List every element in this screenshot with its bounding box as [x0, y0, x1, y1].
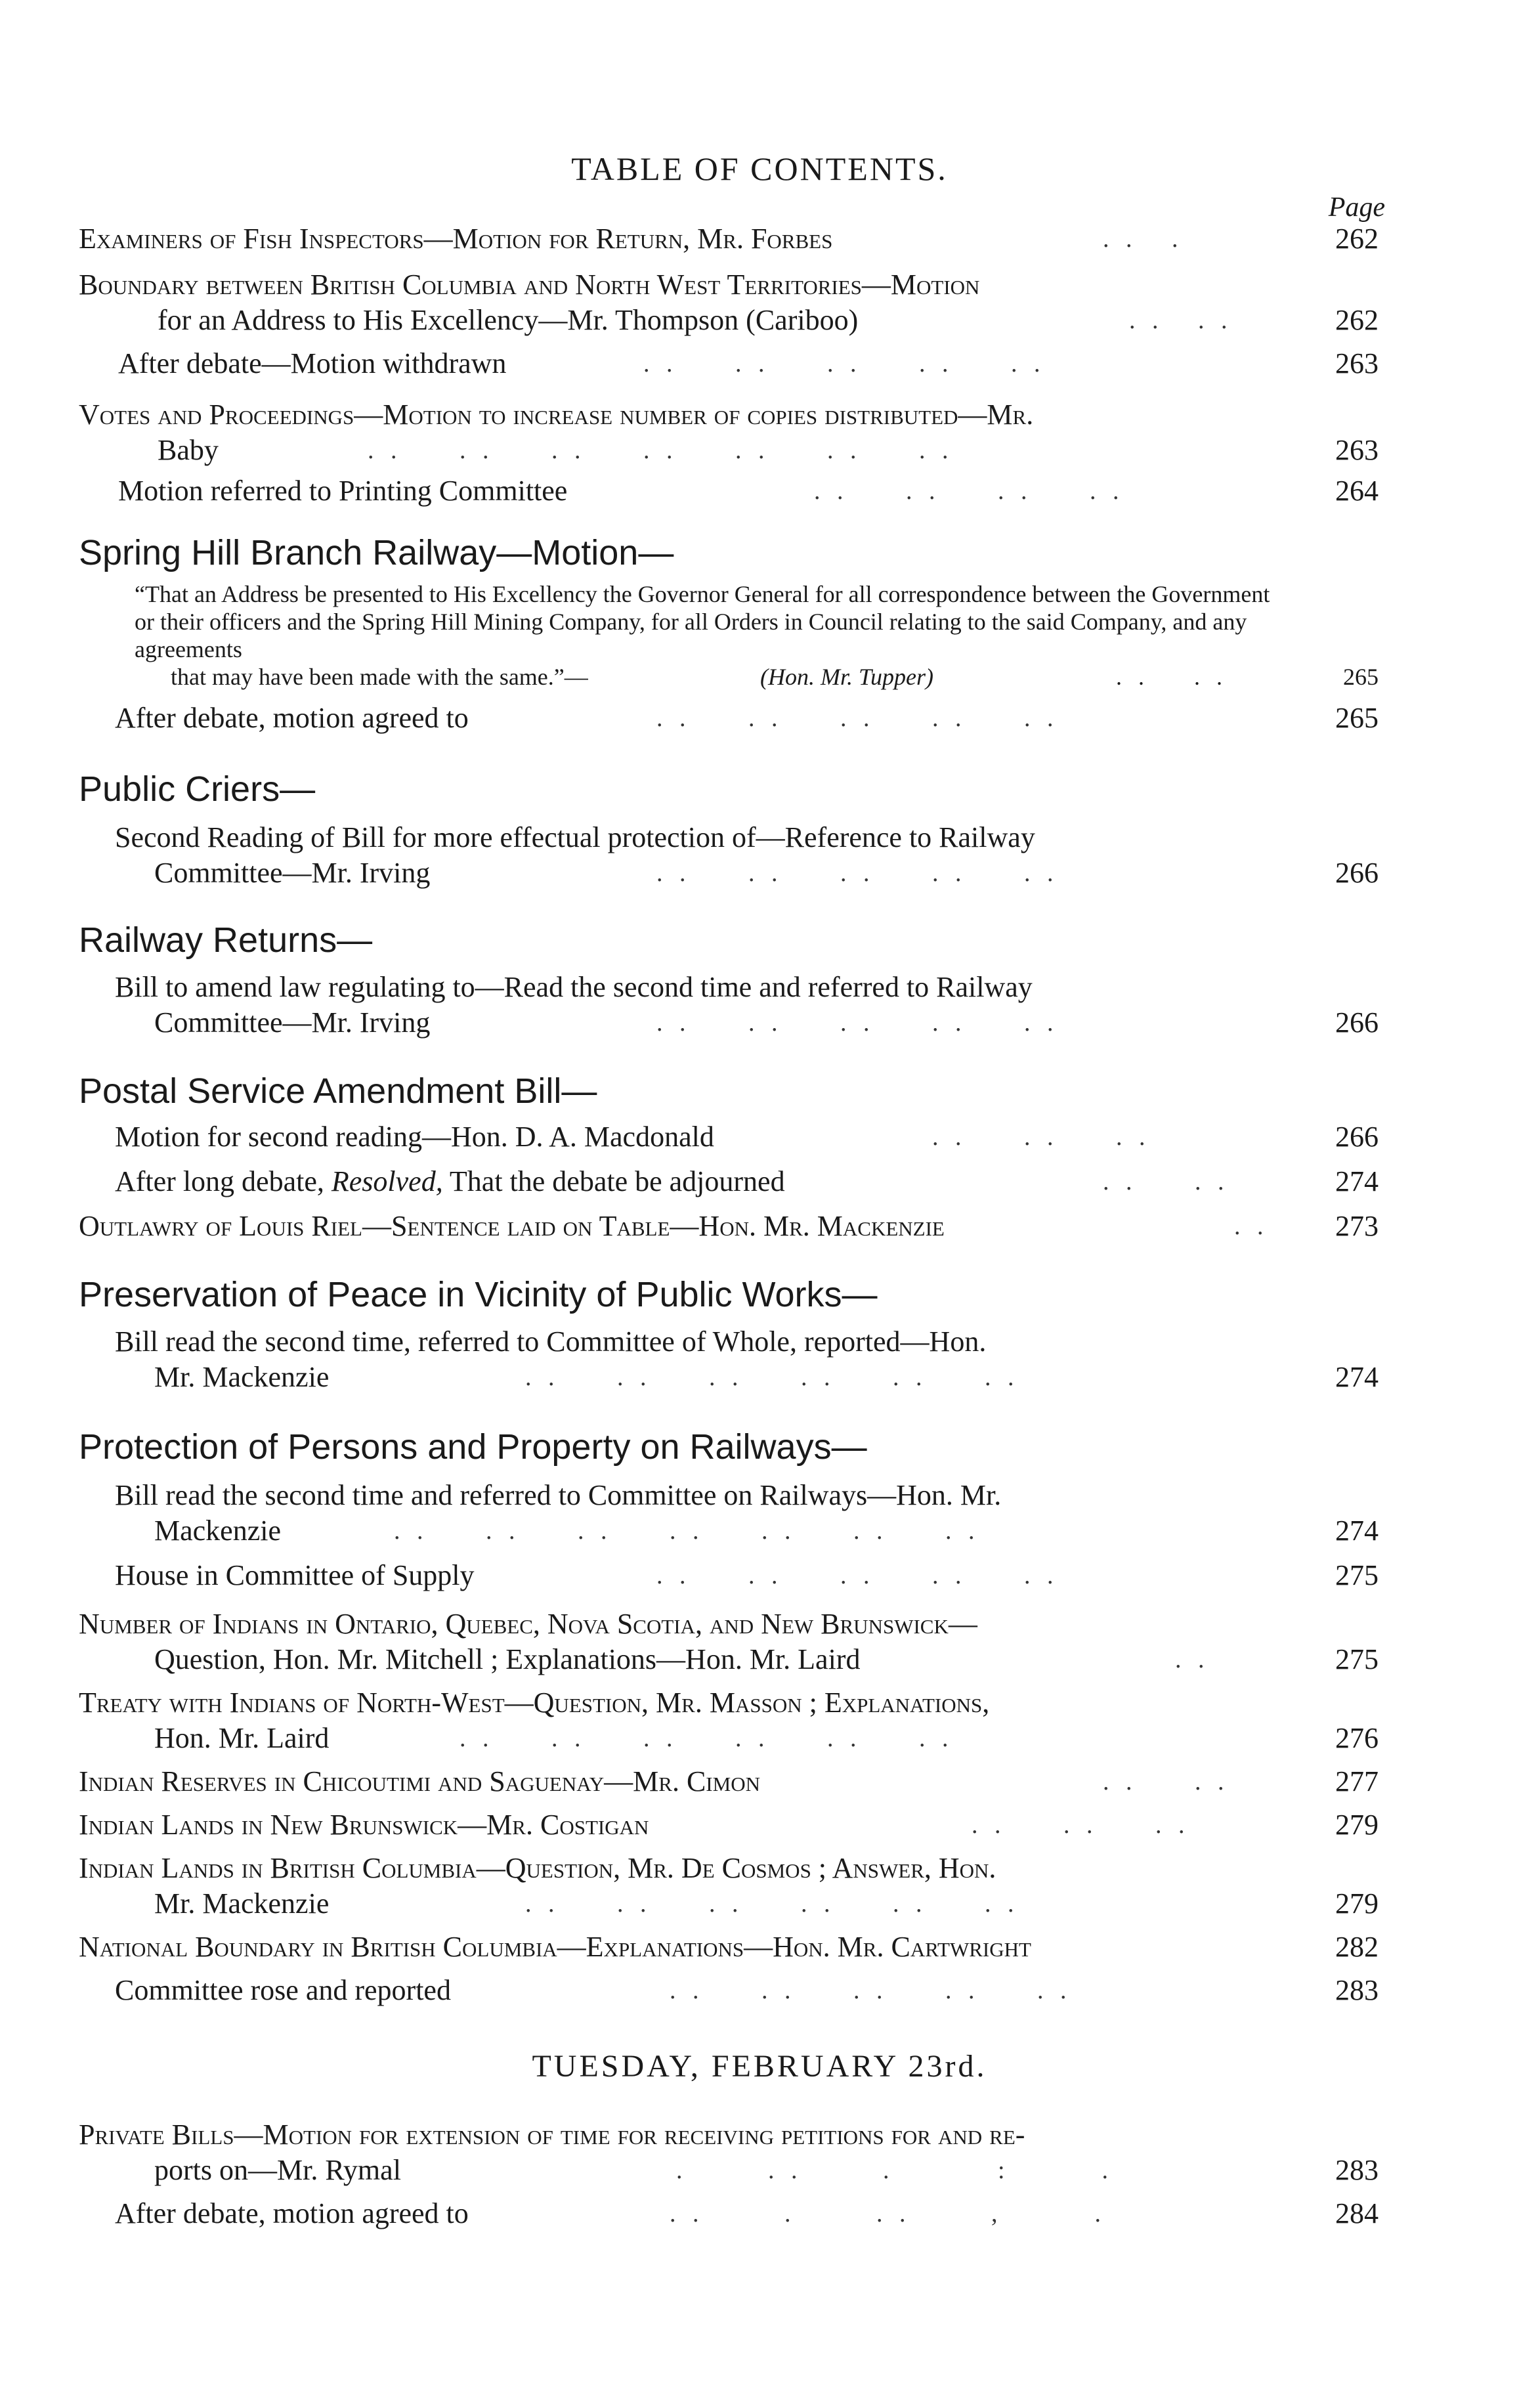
leader-dots: . . . . . . . . . . . . . . [368, 437, 954, 464]
toc-entry: Indian Lands in New Brunswick—Mr. Costigan . . . . . . 279 [0, 1807, 1519, 1843]
page-number: 266 [1335, 1006, 1379, 1039]
page-number: 274 [1335, 1165, 1379, 1197]
toc-entry-continuation: ports on—Mr. Rymal . . . . : . 283 [0, 2152, 1519, 2189]
page-column-header: Page [1328, 192, 1385, 223]
toc-entry: Private Bills—Motion for extension of time for receiving petitions for and re- [79, 2118, 1025, 2151]
toc-entry: Indian Lands in British Columbia—Question, Mr. De Cosmos ; Answer, Hon. [79, 1852, 996, 1884]
toc-entry: Second Reading of Bill for more effectual protection of—Reference to Railway [115, 821, 1035, 853]
page-number: 277 [1335, 1765, 1379, 1797]
page-number: 274 [1335, 1361, 1379, 1393]
toc-entry: Examiners of Fish Inspectors—Motion for Return, Mr. Forbes . . . 262 [0, 221, 1519, 257]
page-number: 282 [1335, 1931, 1379, 1963]
page-number: 284 [1335, 2197, 1379, 2229]
toc-entry-continuation: Baby . . . . . . . . . . . . . . 263 [0, 432, 1519, 469]
page-number: 275 [1335, 1643, 1379, 1675]
page-number: 263 [1335, 434, 1379, 466]
page-number: 263 [1335, 347, 1379, 379]
quoted-motion-end: that may have been made with the same.”— (Hon. Mr. Tupper) . . . . 265 [171, 664, 1379, 690]
leader-dots: . . . . . . . . . . . . [525, 1890, 1019, 1918]
leader-dots: . . . . [1129, 307, 1233, 334]
toc-entry-continuation: Committee—Mr. Irving . . . . . . . . . . 266 [0, 855, 1519, 892]
toc-entry-continuation: Question, Hon. Mr. Mitchell ; Explanations—Hon. Mr. Laird . . 275 [0, 1641, 1519, 1678]
page-number: 266 [1335, 1121, 1379, 1153]
section-heading-railway-returns: Railway Returns— [79, 920, 373, 960]
page-number: 276 [1335, 1722, 1379, 1754]
page-number: 262 [1335, 304, 1379, 336]
toc-entry-continuation: for an Address to His Excellency—Mr. Thompson (Cariboo) . . . . 262 [0, 302, 1519, 339]
page-number: 265 [1343, 664, 1379, 690]
leader-dots: . . . . . . . . . . [656, 859, 1059, 887]
toc-entry: Votes and Proceedings—Motion to increase number of copies distributed—Mr. [79, 398, 1034, 431]
leader-dots: . . . [1103, 225, 1184, 253]
section-heading-public-criers: Public Criers— [79, 769, 316, 809]
leader-dots: . . . . . . . . . . [670, 1977, 1072, 2004]
quote-attribution: (Hon. Mr. Tupper) [760, 664, 934, 690]
page-number: 275 [1335, 1559, 1379, 1591]
page-number: 283 [1335, 1974, 1379, 2006]
leader-dots: . . . . [1103, 1768, 1230, 1795]
toc-entry: After debate, motion agreed to . . . . . . . . . . 265 [0, 700, 1519, 737]
page-number: 283 [1335, 2154, 1379, 2186]
leader-dots: . . [1234, 1213, 1269, 1240]
leader-dots: . . . . . . [932, 1123, 1151, 1151]
page-number: 279 [1335, 1809, 1379, 1841]
quoted-motion: “That an Address be presented to His Excellency the Governor General for all correspondence between the Government or their officers and the Spring Hill Mining Company, for all Orders in Council relating to the said Company, and any agreements [135, 581, 1270, 662]
leader-dots: . . . . . . . . . . [656, 1009, 1059, 1037]
toc-entry: Indian Reserves in Chicoutimi and Saguenay—Mr. Cimon . . . . 277 [0, 1763, 1519, 1800]
page-number: 264 [1335, 475, 1379, 507]
toc-entry-continuation: Mr. Mackenzie . . . . . . . . . . . . 279 [0, 1885, 1519, 1922]
leader-dots: . . . . . . . . [814, 477, 1124, 505]
leader-dots: . . . . . . . . . . [656, 1562, 1059, 1589]
toc-entry-continuation: Mackenzie . . . . . . . . . . . . . . 274 [0, 1513, 1519, 1549]
toc-entry: Boundary between British Columbia and North West Territories—Motion [79, 269, 980, 301]
leader-dots: . . [1175, 1646, 1210, 1673]
toc-entry: Motion referred to Printing Committee . . . . . . . . 264 [0, 473, 1519, 509]
leader-dots: . . . . [1116, 664, 1228, 690]
toc-entry: Bill read the second time and referred to Committee on Railways—Hon. Mr. [115, 1479, 1002, 1511]
page-number: 265 [1335, 702, 1379, 734]
section-heading-postal-service: Postal Service Amendment Bill— [79, 1071, 597, 1111]
toc-entry: After debate—Motion withdrawn . . . . . . . . . . 263 [0, 345, 1519, 382]
toc-entry: After long debate, Resolved, That the debate be adjourned . . . . 274 [0, 1163, 1519, 1200]
section-heading-preservation-of-peace: Preservation of Peace in Vicinity of Public Works— [79, 1275, 878, 1314]
toc-entry: Bill read the second time, referred to Committee of Whole, reported—Hon. [115, 1325, 987, 1358]
day-heading: TUESDAY, FEBRUARY 23rd. [532, 2049, 987, 2084]
page-number: 279 [1335, 1887, 1379, 1920]
leader-dots: . . . . . . . . . . . . [525, 1364, 1019, 1391]
toc-entry: Number of Indians in Ontario, Quebec, Nova Scotia, and New Brunswick— [79, 1608, 977, 1640]
page-number: 266 [1335, 857, 1379, 889]
leader-dots: . . . . . . . . . . . . [460, 1725, 954, 1752]
leader-dots: . . . . . . [972, 1811, 1190, 1839]
section-heading-spring-hill: Spring Hill Branch Railway—Motion— [79, 533, 674, 572]
leader-dots: . . . . . , . [670, 2200, 1106, 2227]
toc-entry: Bill to amend law regulating to—Read the second time and referred to Railway [115, 971, 1033, 1003]
leader-dots: . . . . [1103, 1168, 1230, 1195]
toc-entry-continuation: Committee—Mr. Irving . . . . . . . . . . 266 [0, 1004, 1519, 1041]
page-number: 262 [1335, 223, 1379, 255]
toc-entry: Motion for second reading—Hon. D. A. Macdonald . . . . . . 266 [0, 1119, 1519, 1155]
toc-entry: Committee rose and reported . . . . . . . . . . 283 [0, 1972, 1519, 2009]
toc-entry-continuation: Hon. Mr. Laird . . . . . . . . . . . . 276 [0, 1720, 1519, 1757]
page-number: 274 [1335, 1515, 1379, 1547]
toc-entry: After debate, motion agreed to . . . . . , . 284 [0, 2195, 1519, 2232]
toc-entry: Outlawry of Louis Riel—Sentence laid on Table—Hon. Mr. Mackenzie . . 273 [0, 1208, 1519, 1245]
toc-entry: Treaty with Indians of North-West—Question, Mr. Masson ; Explanations, [79, 1687, 990, 1719]
toc-entry: National Boundary in British Columbia—Explanations—Hon. Mr. Cartwright 282 [0, 1929, 1519, 1966]
toc-entry: House in Committee of Supply . . . . . . . . . . 275 [0, 1557, 1519, 1594]
leader-dots: . . . . . . . . . . . . . . [394, 1517, 980, 1545]
section-heading-protection-of-persons: Protection of Persons and Property on Railways— [79, 1427, 867, 1467]
toc-entry-continuation: Mr. Mackenzie . . . . . . . . . . . . 274 [0, 1359, 1519, 1396]
page-number: 273 [1335, 1210, 1379, 1242]
leader-dots: . . . . . . . . . . [656, 704, 1059, 732]
leader-dots: . . . . : . [676, 2157, 1114, 2184]
page-title: TABLE OF CONTENTS. [571, 150, 948, 187]
leader-dots: . . . . . . . . . . [643, 350, 1046, 377]
